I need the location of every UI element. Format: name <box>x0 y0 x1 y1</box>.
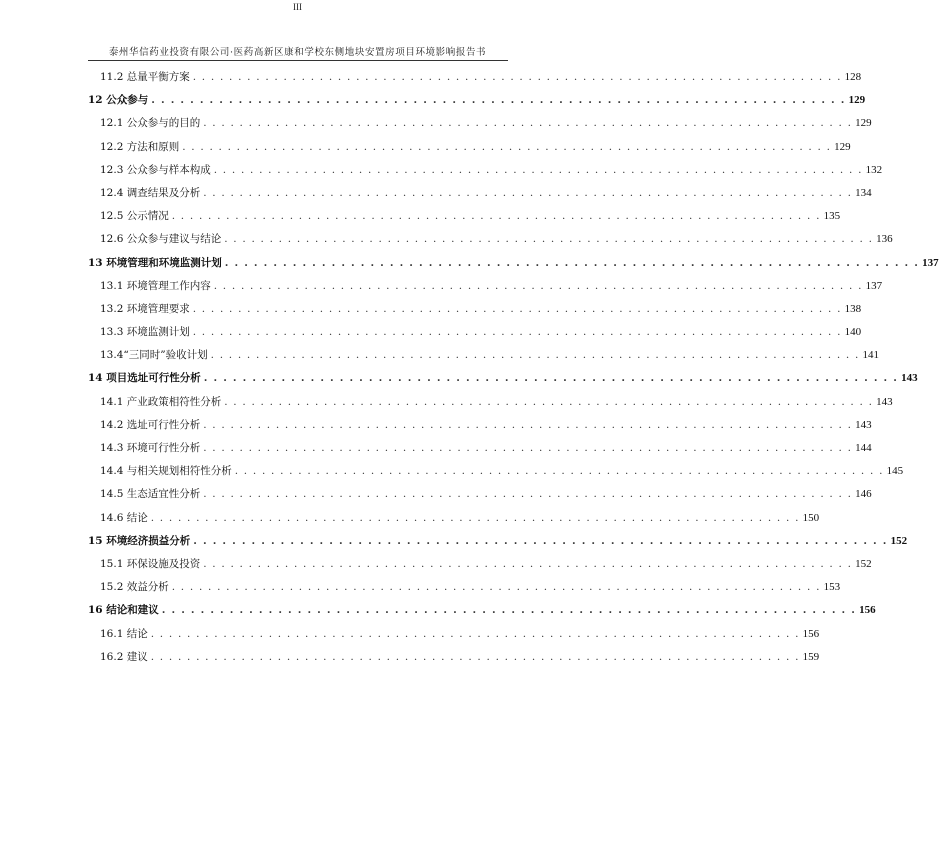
dot-leader: . . . . . . . . . . . . . . . . . . . . . . . . . . . . . . . . . . . . . . . . . . . . . . . . . . . . . . . . . . . . . . . . . . . . . . . . <box>171 581 821 594</box>
toc-entry-page: 140 <box>844 326 862 339</box>
toc-entry-page: 128 <box>844 71 862 83</box>
toc-chapter-entry[interactable] <box>88 602 876 625</box>
dot-leader: . . . . . . . . . . . . . . . . . . . . . . . . . . . . . . . . . . . . . . . . . . . . . . . . . . . . . . . . . . . . . . . . . . . . . . . . <box>203 418 853 431</box>
dot-leader: . . . . . . . . . . . . . . . . . . . . . . . . . . . . . . . . . . . . . . . . . . . . . . . . . . . . . . . . . . . . . . . . . . . . . . . . <box>151 94 846 107</box>
toc-entry-title: 12.4 调查结果及分析 <box>100 186 201 199</box>
dot-leader: . . . . . . . . . . . . . . . . . . . . . . . . . . . . . . . . . . . . . . . . . . . . . . . . . . . . . . . . . . . . . . . . . . . . . . . . <box>192 326 842 339</box>
toc-section-entry[interactable] <box>88 556 872 579</box>
toc-section-entry[interactable] <box>88 162 883 185</box>
dot-leader: . . . . . . . . . . . . . . . . . . . . . . . . . . . . . . . . . . . . . . . . . . . . . . . . . . . . . . . . . . . . . . . . . . . . . . . . <box>203 117 853 130</box>
dot-leader: . . . . . . . . . . . . . . . . . . . . . . . . . . . . . . . . . . . . . . . . . . . . . . . . . . . . . . . . . . . . . . . . . . . . . . . . <box>192 302 842 315</box>
toc-section-entry[interactable] <box>88 486 872 509</box>
toc-entry-page: 129 <box>855 117 872 130</box>
dot-leader: . . . . . . . . . . . . . . . . . . . . . . . . . . . . . . . . . . . . . . . . . . . . . . . . . . . . . . . . . . . . . . . . . . . . . . . . <box>182 140 832 153</box>
table-of-contents <box>88 69 939 672</box>
running-header: 泰州华信药业投资有限公司·医药高新区康和学校东侧地块安置房项目环境影响报告书 <box>108 47 487 58</box>
dot-leader: . . . . . . . . . . . . . . . . . . . . . . . . . . . . . . . . . . . . . . . . . . . . . . . . . . . . . . . . . . . . . . . . . . . . . . . . <box>203 488 853 501</box>
toc-entry-title: 13.3 环境监测计划 <box>100 326 190 339</box>
toc-chapter-entry[interactable] <box>88 92 866 115</box>
dot-leader: . . . . . . . . . . . . . . . . . . . . . . . . . . . . . . . . . . . . . . . . . . . . . . . . . . . . . . . . . . . . . . . . . . . . . . . . <box>150 650 800 663</box>
toc-chapter-entry[interactable] <box>88 255 939 278</box>
dot-leader: . . . . . . . . . . . . . . . . . . . . . . . . . . . . . . . . . . . . . . . . . . . . . . . . . . . . . . . . . . . . . . . . . . . . . . . . <box>192 71 842 83</box>
toc-entry-title: 14 项目选址可行性分析 <box>88 372 201 385</box>
toc-entry-page: 145 <box>886 465 904 478</box>
dot-leader: . . . . . . . . . . . . . . . . . . . . . . . . . . . . . . . . . . . . . . . . . . . . . . . . . . . . . . . . . . . . . . . . . . . . . . . . <box>203 372 899 385</box>
toc-entry-title: 13.4“三同时”验收计划 <box>100 349 208 362</box>
toc-entry-page: 136 <box>876 233 893 246</box>
dot-leader: . . . . . . . . . . . . . . . . . . . . . . . . . . . . . . . . . . . . . . . . . . . . . . . . . . . . . . . . . . . . . . . . . . . . . . . . <box>193 534 888 547</box>
header-divider <box>88 60 508 61</box>
toc-entry-page: 132 <box>865 163 883 176</box>
toc-entry-title: 12.6 公众参与建议与结论 <box>100 233 222 246</box>
toc-entry-page: 144 <box>855 442 872 454</box>
page-number: III <box>293 2 302 12</box>
toc-entry-page: 143 <box>855 418 872 431</box>
toc-entry-page: 137 <box>865 279 883 292</box>
toc-entry-title: 13.1 环境管理工作内容 <box>100 279 211 292</box>
toc-entry-page: 137 <box>922 256 939 269</box>
toc-entry-page: 156 <box>802 627 820 640</box>
toc-section-entry[interactable] <box>88 231 893 254</box>
toc-entry-title: 12.2 方法和原则 <box>100 140 180 153</box>
toc-section-entry[interactable] <box>88 463 904 486</box>
toc-section-entry[interactable] <box>88 278 883 301</box>
toc-entry-title: 16.1 结论 <box>100 627 148 640</box>
toc-entry-title: 14.2 选址可行性分析 <box>100 418 201 431</box>
toc-entry-page: 152 <box>890 534 908 547</box>
dot-leader: . . . . . . . . . . . . . . . . . . . . . . . . . . . . . . . . . . . . . . . . . . . . . . . . . . . . . . . . . . . . . . . . . . . . . . . . <box>213 279 863 292</box>
toc-entry-title: 14.3 环境可行性分析 <box>100 442 201 454</box>
dot-leader: . . . . . . . . . . . . . . . . . . . . . . . . . . . . . . . . . . . . . . . . . . . . . . . . . . . . . . . . . . . . . . . . . . . . . . . . <box>234 465 884 478</box>
toc-entry-title: 14.1 产业政策相符性分析 <box>100 395 222 408</box>
toc-entry-page: 129 <box>834 140 851 153</box>
toc-entry-page: 159 <box>802 650 820 663</box>
dot-leader: . . . . . . . . . . . . . . . . . . . . . . . . . . . . . . . . . . . . . . . . . . . . . . . . . . . . . . . . . . . . . . . . . . . . . . . . <box>171 210 821 223</box>
toc-entry-title: 12 公众参与 <box>88 94 149 107</box>
toc-chapter-entry[interactable] <box>88 533 908 556</box>
toc-entry-page: 150 <box>802 511 820 524</box>
toc-entry-page: 152 <box>855 557 872 570</box>
toc-entry-title: 11.2 总量平衡方案 <box>100 71 190 83</box>
toc-entry-title: 16 结论和建议 <box>88 604 159 617</box>
toc-entry-title: 14.4 与相关规划相符性分析 <box>100 465 232 478</box>
toc-entry-page: 134 <box>855 186 872 199</box>
dot-leader: . . . . . . . . . . . . . . . . . . . . . . . . . . . . . . . . . . . . . . . . . . . . . . . . . . . . . . . . . . . . . . . . . . . . . . . . <box>203 186 853 199</box>
toc-section-entry[interactable] <box>88 301 862 324</box>
toc-section-entry[interactable] <box>88 649 820 672</box>
toc-chapter-entry[interactable] <box>88 370 918 393</box>
toc-section-entry[interactable] <box>88 139 851 162</box>
toc-entry-title: 12.1 公众参与的目的 <box>100 117 201 130</box>
toc-entry-page: 135 <box>823 210 841 223</box>
toc-entry-title: 15.1 环保设施及投资 <box>100 557 201 570</box>
toc-entry-title: 13.2 环境管理要求 <box>100 302 190 315</box>
dot-leader: . . . . . . . . . . . . . . . . . . . . . . . . . . . . . . . . . . . . . . . . . . . . . . . . . . . . . . . . . . . . . . . . . . . . . . . . <box>203 442 853 454</box>
toc-entry-title: 12.5 公示情况 <box>100 210 169 223</box>
toc-entry-title: 15 环境经济损益分析 <box>88 534 191 547</box>
toc-section-entry[interactable] <box>88 208 841 231</box>
toc-section-entry[interactable] <box>88 510 820 533</box>
toc-entry-page: 138 <box>844 302 862 315</box>
toc-section-entry[interactable] <box>88 115 872 138</box>
toc-entry-page: 143 <box>901 372 918 385</box>
toc-entry-title: 15.2 效益分析 <box>100 581 169 594</box>
toc-entry-title: 13 环境管理和环境监测计划 <box>88 256 222 269</box>
dot-leader: . . . . . . . . . . . . . . . . . . . . . . . . . . . . . . . . . . . . . . . . . . . . . . . . . . . . . . . . . . . . . . . . . . . . . . . . <box>210 349 860 362</box>
toc-entry-page: 143 <box>876 395 893 408</box>
dot-leader: . . . . . . . . . . . . . . . . . . . . . . . . . . . . . . . . . . . . . . . . . . . . . . . . . . . . . . . . . . . . . . . . . . . . . . . . <box>150 511 800 524</box>
toc-section-entry[interactable] <box>88 324 862 347</box>
toc-entry-page: 156 <box>859 604 876 617</box>
dot-leader: . . . . . . . . . . . . . . . . . . . . . . . . . . . . . . . . . . . . . . . . . . . . . . . . . . . . . . . . . . . . . . . . . . . . . . . . <box>213 163 863 176</box>
toc-section-entry[interactable] <box>88 69 862 92</box>
dot-leader: . . . . . . . . . . . . . . . . . . . . . . . . . . . . . . . . . . . . . . . . . . . . . . . . . . . . . . . . . . . . . . . . . . . . . . . . <box>150 627 800 640</box>
toc-entry-title: 12.3 公众参与样本构成 <box>100 163 211 176</box>
toc-section-entry[interactable] <box>88 440 872 463</box>
toc-entry-page: 153 <box>823 581 841 594</box>
toc-entry-title: 16.2 建议 <box>100 650 148 663</box>
toc-section-entry[interactable] <box>88 394 893 417</box>
toc-section-entry[interactable] <box>88 185 872 208</box>
dot-leader: . . . . . . . . . . . . . . . . . . . . . . . . . . . . . . . . . . . . . . . . . . . . . . . . . . . . . . . . . . . . . . . . . . . . . . . . <box>224 233 874 246</box>
dot-leader: . . . . . . . . . . . . . . . . . . . . . . . . . . . . . . . . . . . . . . . . . . . . . . . . . . . . . . . . . . . . . . . . . . . . . . . . <box>224 395 874 408</box>
toc-section-entry[interactable] <box>88 579 841 602</box>
toc-section-entry[interactable] <box>88 626 820 649</box>
dot-leader: . . . . . . . . . . . . . . . . . . . . . . . . . . . . . . . . . . . . . . . . . . . . . . . . . . . . . . . . . . . . . . . . . . . . . . . . <box>161 604 857 617</box>
toc-section-entry[interactable] <box>88 417 872 440</box>
toc-section-entry[interactable] <box>88 347 880 370</box>
dot-leader: . . . . . . . . . . . . . . . . . . . . . . . . . . . . . . . . . . . . . . . . . . . . . . . . . . . . . . . . . . . . . . . . . . . . . . . . <box>224 256 920 269</box>
toc-entry-page: 141 <box>862 349 880 362</box>
dot-leader: . . . . . . . . . . . . . . . . . . . . . . . . . . . . . . . . . . . . . . . . . . . . . . . . . . . . . . . . . . . . . . . . . . . . . . . . <box>203 557 853 570</box>
toc-entry-title: 14.6 结论 <box>100 511 148 524</box>
toc-entry-page: 146 <box>855 488 872 501</box>
toc-entry-page: 129 <box>848 94 866 107</box>
toc-entry-title: 14.5 生态适宜性分析 <box>100 488 201 501</box>
